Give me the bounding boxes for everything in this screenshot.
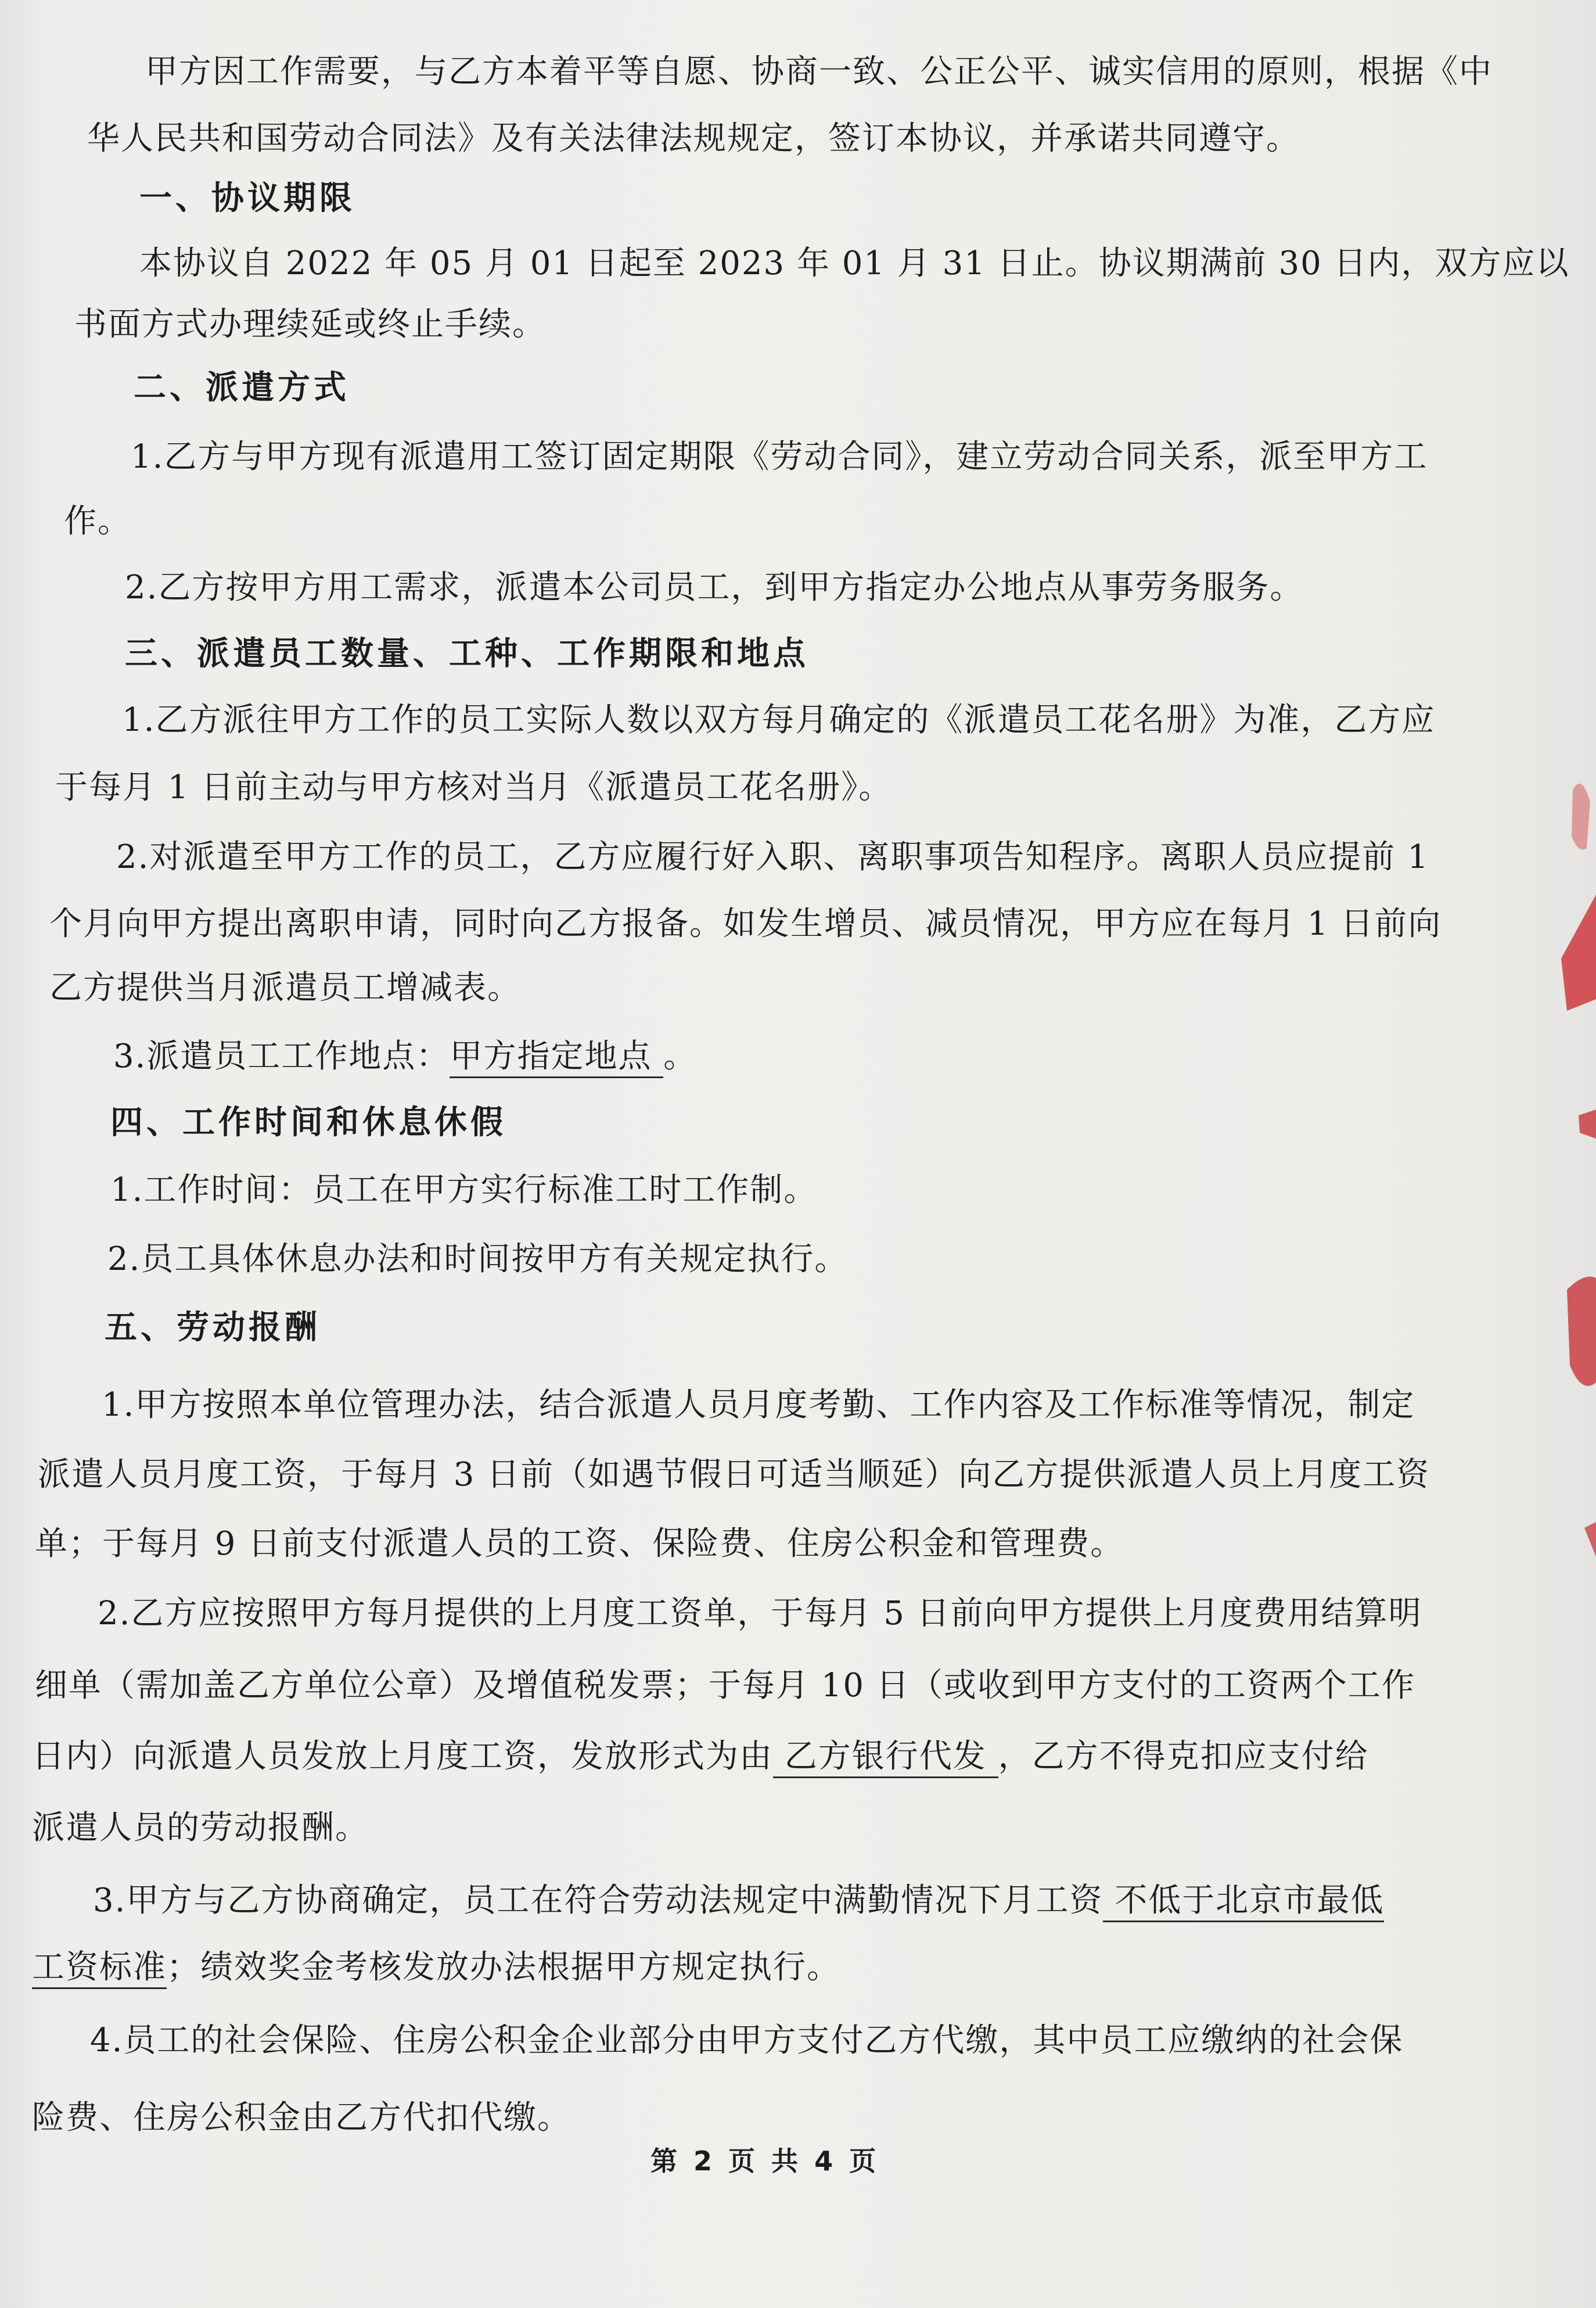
paragraph-line: 险费、住房公积金由乙方代扣代缴。 (32, 2099, 571, 2137)
paragraph-line: 单；于每月 9 日前支付派遣人员的工资、保险费、住房公积金和管理费。 (35, 1525, 1124, 1563)
payment-method-label: 日内）向派遣人员发放上月度工资，发放形式为由 (32, 1738, 773, 1775)
paragraph-text: 3.甲方与乙方协商确定，员工在符合劳动法规定中满勤情况下月工资 (93, 1882, 1103, 1919)
payment-method-value: 乙方银行代发 (773, 1738, 998, 1778)
section-heading-remuneration: 五、劳动报酬 (105, 1309, 321, 1347)
work-location-label: 3.派遣员工工作地点： (113, 1038, 450, 1075)
paragraph-line: 于每月 1 日前主动与甲方核对当月《派遣员工花名册》。 (55, 769, 893, 806)
wage-standard-value-cont: 工资标准 (32, 1948, 167, 1989)
paragraph-line: 4.员工的社会保险、住房公积金企业部分由甲方支付乙方代缴，其中员工应缴纳的社会保 (90, 2022, 1404, 2059)
paragraph-line: 华人民共和国劳动合同法》及有关法律法规规定，签订本协议，并承诺共同遵守。 (87, 120, 1300, 157)
wage-standard-value: 不低于北京市最低 (1103, 1882, 1384, 1922)
red-seal-stamp-edge (1526, 767, 1596, 1696)
paragraph-text: ；绩效奖金考核发放办法根据甲方规定执行。 (167, 1948, 840, 1986)
paragraph-line: 作。 (64, 502, 131, 540)
section-heading-term: 一、协议期限 (139, 180, 355, 217)
paragraph-line: 细单（需加盖乙方单位公章）及增值税发票；于每月 10 日（或收到甲方支付的工资两个工作 (35, 1667, 1415, 1704)
paragraph-line: 2.乙方应按照甲方每月提供的上月度工资单，于每月 5 日前向甲方提供上月度费用结算明 (98, 1595, 1422, 1632)
payment-method-line (32, 1736, 1369, 1778)
paragraph-line: 派遣人员月度工资，于每月 3 日前（如遇节假日可适当顺延）向乙方提供派遣人员上月度工资 (38, 1456, 1430, 1494)
paragraph-line: 本协议自 2022 年 05 月 01 日起至 2023 年 01 月 31 日止。协议期满前 30 日内，双方应以 (139, 245, 1570, 282)
paragraph-line: 书面方式办理续延或终止手续。 (74, 306, 546, 343)
section-heading-staff-quantity: 三、派遣员工数量、工种、工作期限和地点 (125, 635, 809, 673)
page-number: 第 2 页 共 4 页 (650, 2145, 880, 2177)
paragraph-line: 2.乙方按甲方用工需求，派遣本公司员工，到甲方指定办公地点从事劳务服务。 (125, 569, 1304, 606)
paragraph-line: 1.乙方与甲方现有派遣用工签订固定期限《劳动合同》，建立劳动合同关系，派至甲方工 (131, 438, 1428, 476)
paragraph-line: 1.工作时间：员工在甲方实行标准工时工作制。 (110, 1171, 818, 1209)
work-location-value: 甲方指定地点 (450, 1038, 663, 1078)
paragraph-line: 2.对派遣至甲方工作的员工，乙方应履行好入职、离职事项告知程序。离职人员应提前 1 (116, 838, 1429, 876)
paragraph-text: ，乙方不得克扣应支付给 (998, 1738, 1369, 1775)
paragraph-line: 甲方因工作需要，与乙方本着平等自愿、协商一致、公正公平、诚实信用的原则，根据《中 (145, 53, 1493, 91)
paragraph-line: 1.甲方按照本单位管理办法，结合派遣人员月度考勤、工作内容及工作标准等情况，制定 (102, 1386, 1415, 1424)
section-heading-work-hours: 四、工作时间和休息休假 (110, 1104, 506, 1142)
punctuation: 。 (663, 1038, 698, 1075)
paragraph-line: 派遣人员的劳动报酬。 (32, 1809, 369, 1847)
work-location-line (113, 1036, 697, 1078)
wage-standard-line-2 (32, 1947, 840, 1988)
paragraph-line: 1.乙方派往甲方工作的员工实际人数以双方每月确定的《派遣员工花名册》为准，乙方应 (122, 701, 1436, 739)
paragraph-line: 个月向甲方提出离职申请，同时向乙方报备。如发生增员、减员情况，甲方应在每月 1 日前向 (49, 905, 1442, 943)
paragraph-line: 2.员工具体休息办法和时间按甲方有关规定执行。 (107, 1240, 849, 1278)
paragraph-line: 乙方提供当月派遣员工增减表。 (49, 969, 521, 1007)
wage-standard-line (93, 1880, 1384, 1922)
section-heading-dispatch-method: 二、派遣方式 (134, 369, 350, 407)
